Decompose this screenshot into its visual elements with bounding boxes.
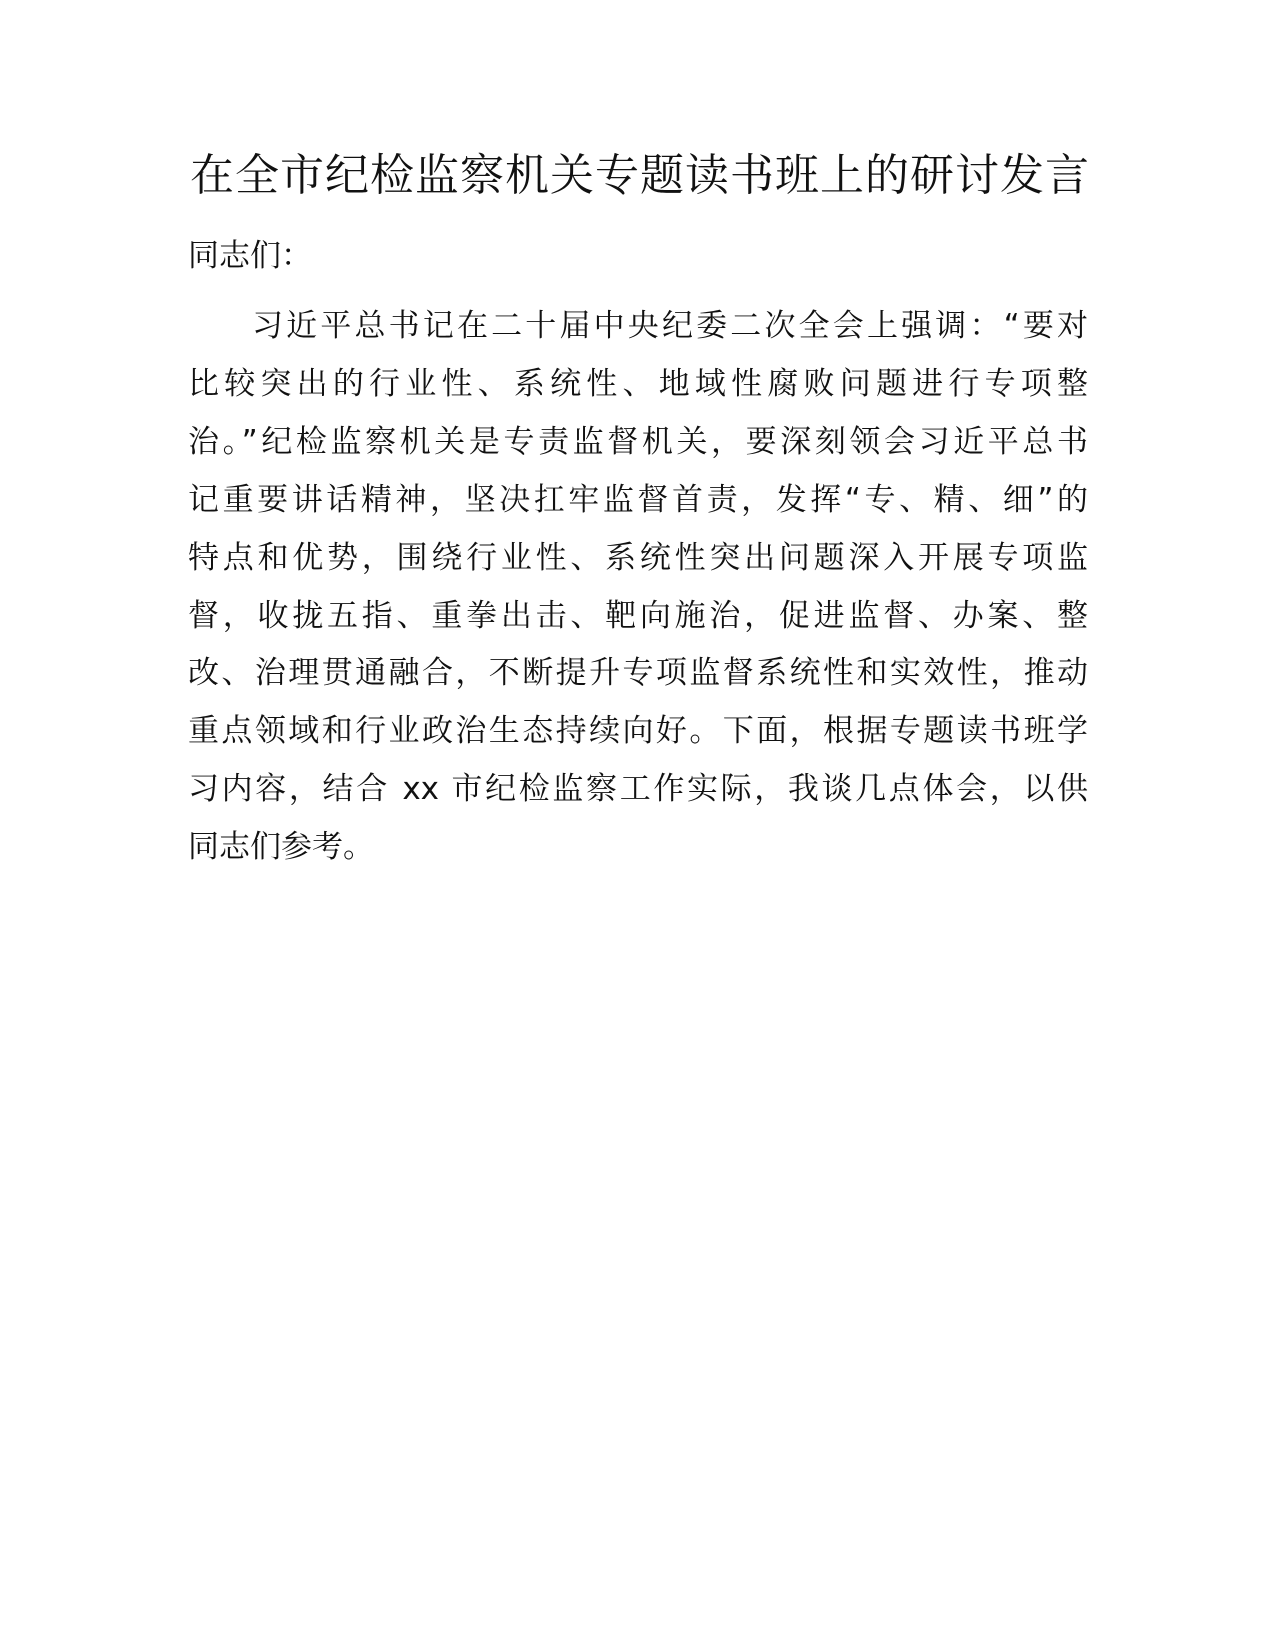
document-title: 在全市纪检监察机关专题读书班上的研讨发言 [190,150,1090,201]
paragraph-line: 特点和优势，围绕行业性、系统性突出问题深入开展专项监 [188,539,1088,576]
paragraph-line: 比较突出的行业性、系统性、地域性腐败问题进行专项整 [188,365,1088,402]
paragraph-line: 记重要讲话精神，坚决扛牢监督首责，发挥“专、精、细”的 [188,481,1088,518]
paragraph-line: 习内容，结合 xx 市纪检监察工作实际，我谈几点体会，以供 [188,771,1088,808]
paragraph-line: 重点领域和行业政治生态持续向好。下面，根据专题读书班学 [188,713,1088,750]
paragraph-line: 治。”纪检监察机关是专责监督机关，要深刻领会习近平总书 [188,423,1088,460]
paragraph-line: 同志们参考。 [188,829,374,866]
salutation: 同志们： [188,238,312,274]
paragraph-line: 改、治理贯通融合，不断提升专项监督系统性和实效性，推动 [188,655,1088,692]
paragraph-line: 督，收拢五指、重拳出击、靶向施治，促进监督、办案、整 [188,597,1088,634]
paragraph-line: 习近平总书记在二十届中央纪委二次全会上强调：“要对 [252,308,1088,344]
body-paragraph [188,298,1088,877]
